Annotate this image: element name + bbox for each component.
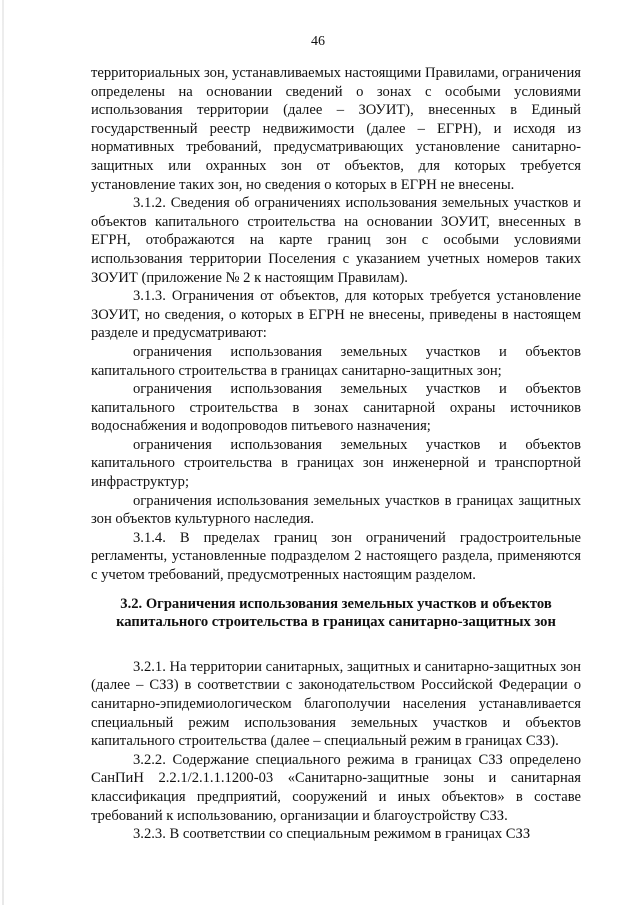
paragraph-3-2-2: 3.2.2. Содержание специального режима в границах СЗЗ определено СанПиН 2.2.1/2.1.1.1200-03 «Санитарно-защитные зоны и санитарная классификация предприятий, сооружений и иных объектов» в составе требований к использованию, организации и благоустройству СЗЗ. (91, 751, 581, 824)
spacer (91, 642, 581, 658)
list-item-heritage-zones: ограничения использования земельных участков в границах защитных зон объектов культурного наследия. (91, 492, 581, 528)
paragraph-3-2-3: 3.2.3. В соответствии со специальным режимом в границах СЗЗ (133, 826, 531, 843)
section-heading-line-2: капитального строительства в границах санитарно-защитных зон (116, 614, 556, 631)
paragraph-3-1-4: 3.1.4. В пределах границ зон ограничений градостроительные регламенты, установленные подразделом 2 настоящего раздела, применяются с учетом требований, предусмотренных настоящим разделом. (91, 529, 581, 584)
scan-edge-shadow (2, 0, 4, 905)
paragraph-3-2-1: 3.2.1. На территории санитарных, защитных и санитарно-защитных зон (далее – СЗЗ) в соответствии с законодательством Российской Федерации о санитарно-эпидемиологическом благополучии населения устанавливается специальный режим использования земельных участков и объектов капитального строительства (далее – специальный режим в границах СЗЗ). (91, 658, 581, 750)
list-item-infrastructure-zones: ограничения использования земельных участков и объектов капитального строительства в границах зон инженерной и транспортной инфраструктур; (91, 436, 581, 491)
paragraph-3-1-3: 3.1.3. Ограничения от объектов, для которых требуется установление ЗОУИТ, но сведения, о которых в ЕГРН не внесены, приведены в настоящем разделе и предусматривают: (91, 288, 581, 342)
paragraph-continuation: территориальных зон, устанавливаемых настоящими Правилами, ограничения определены на основании сведений о зонах с особыми условиями использования территории (далее – ЗОУИТ), внесенных в Единый государственный реестр недвижимости (далее – ЕГРН), и исходя из нормативных требований, предусматривающих установление санитарно-защитных или охранных зон от объектов, для которых требуется установление таких зон, но сведения о которых в ЕГРН не внесены. (91, 65, 581, 193)
list-item-sanitary-zones: ограничения использования земельных участков и объектов капитального строительства в границах санитарно-защитных зон; (91, 343, 581, 379)
list-item-water-protection-zones: ограничения использования земельных участков и объектов капитального строительства в зонах санитарной охраны источников водоснабжения и водопроводов питьевого назначения; (91, 381, 581, 435)
section-heading-3-2 (91, 595, 581, 632)
paragraph-3-1-2: 3.1.2. Сведения об ограничениях использования земельных участков и объектов капитального строительства на основании ЗОУИТ, внесенных в ЕГРН, отображаются на карте границ зон с особыми условиями использования территории Поселения с указанием учетных номеров таких ЗОУИТ (приложение № 2 к настоящим Правилам). (91, 195, 581, 286)
document-body (91, 64, 581, 844)
page-number: 46 (311, 34, 325, 49)
section-heading-line-1: 3.2. Ограничения использования земельных участков и объектов (120, 595, 552, 612)
